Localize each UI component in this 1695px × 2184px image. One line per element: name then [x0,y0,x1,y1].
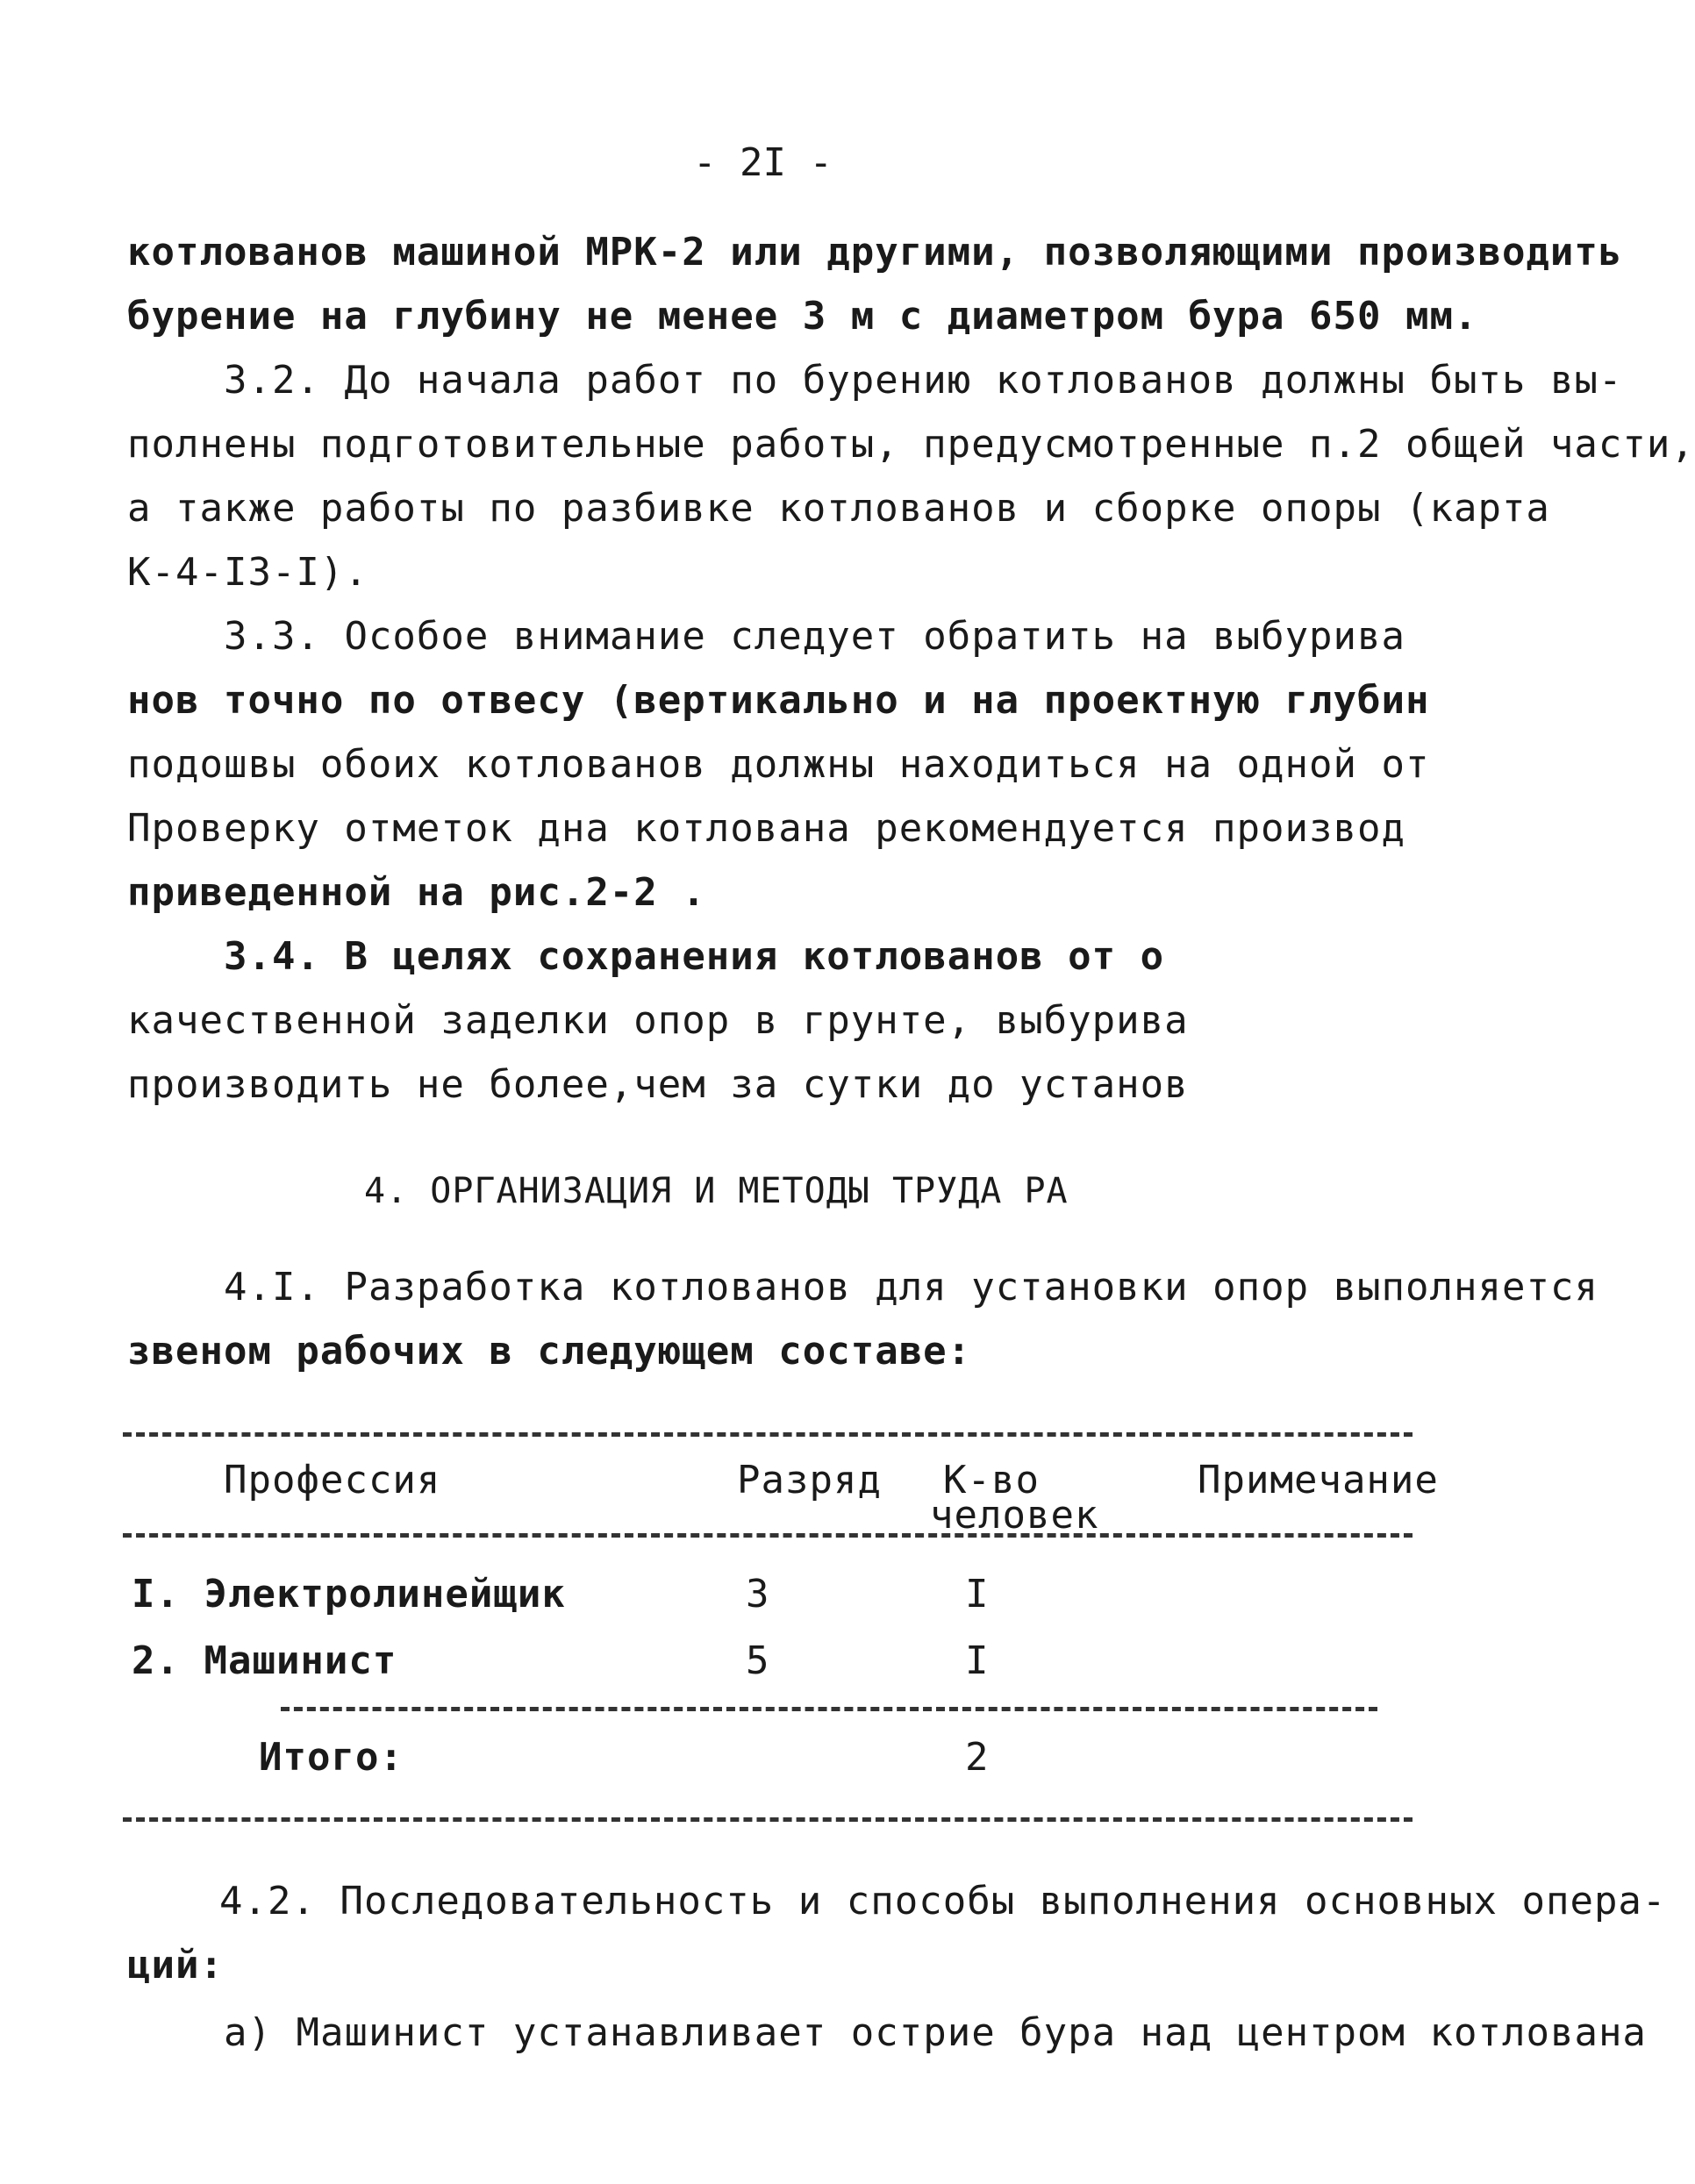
header-count-line2: человек [930,1493,1099,1538]
text-line: бурение на глубину не менее 3 м с диаметром бура 650 мм. [127,294,1478,339]
paragraph-4-1-line: звеном рабочих в следующем составе: [127,1329,972,1374]
table-row-grade: 5 [746,1638,770,1683]
table-total-value: 2 [965,1735,990,1780]
header-count-line1: К-во [943,1458,1040,1502]
paragraph-3-3-line: подошвы обоих котлованов должны находиться на одной от [127,742,1430,787]
table-total-label: Итого: [259,1735,404,1780]
paragraph-3-4-line: 3.4. В целях сохранения котлованов от о [224,934,1165,979]
text-line: котлованов машиной МРК-2 или другими, позволяющими производить [127,230,1623,275]
header-grade: Разряд [737,1458,882,1502]
page-number: - 2I - [693,140,833,185]
paragraph-3-4-line: качественной заделки опор в грунте, выбурива [127,998,1189,1043]
table-row-profession: I. Электролинейщик [132,1572,566,1617]
paragraph-3-3-line: 3.3. Особое внимание следует обратить на выбурива [224,614,1406,659]
table-row-count: I [965,1572,990,1617]
paragraph-3-3-line: приведенной на рис.2-2 . [127,870,706,915]
paragraph-3-2-line: полнены подготовительные работы, предусмотренные п.2 общей части, [127,422,1695,467]
table-top-rule [123,1432,1412,1437]
paragraph-4-2-line: 4.2. Последовательность и способы выполнения основных опера- [219,1879,1667,1923]
paragraph-3-2-line: а также работы по разбивке котлованов и сборке опоры (карта [127,486,1550,531]
table-row-profession: 2. Машинист [132,1638,397,1683]
paragraph-3-2-line: К-4-I3-I). [127,550,368,595]
table-row-count: I [965,1638,990,1683]
table-subtotal-rule [281,1707,1377,1711]
paragraph-4-1-line: 4.I. Разработка котлованов для установки опор выполняется [224,1265,1598,1310]
header-profession: Профессия [224,1458,441,1502]
paragraph-3-3-line: Проверку отметок дна котлована рекомендуется производ [127,806,1405,851]
section-heading: 4. ОРГАНИЗАЦИЯ И МЕТОДЫ ТРУДА РА [364,1171,1069,1211]
paragraph-3-4-line: производить не более,чем за сутки до установ [127,1062,1189,1107]
paragraph-4-2-line: ций: [127,1943,224,1988]
paragraph-3-2-line: 3.2. До начала работ по бурению котлованов должны быть вы- [224,358,1623,403]
header-note: Примечание [1198,1458,1439,1502]
table-bottom-rule [123,1817,1412,1822]
step-a-line: а) Машинист устанавливает острие бура над центром котлована [224,2010,1647,2055]
table-header-rule [123,1533,1412,1538]
table-row-grade: 3 [746,1572,770,1617]
paragraph-3-3-line: нов точно по отвесу (вертикально и на проектную глубин [127,678,1430,723]
